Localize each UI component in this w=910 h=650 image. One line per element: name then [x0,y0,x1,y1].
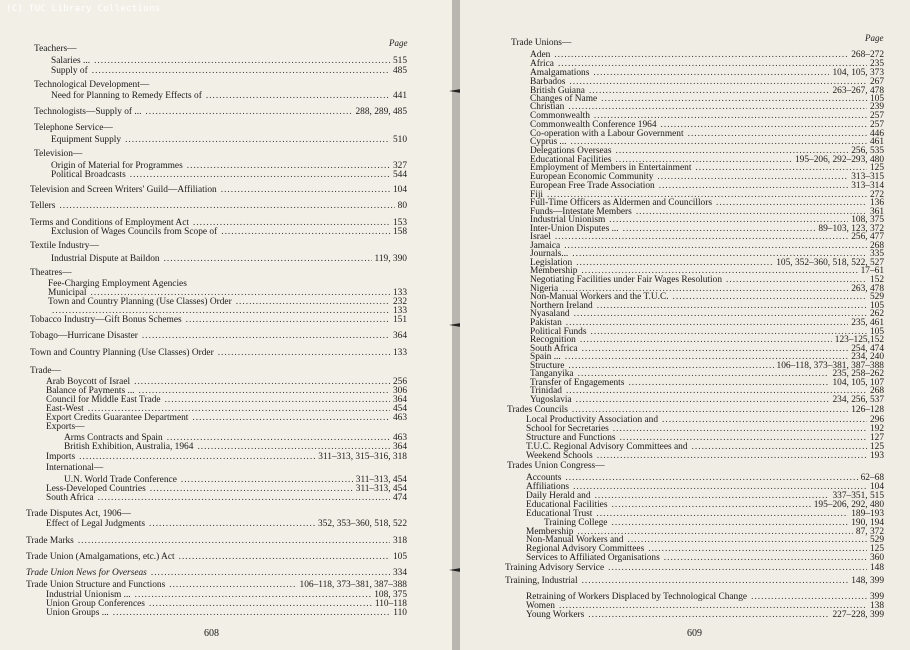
index-entry [30,268,407,278]
index-entry-heading: Trades Union Congress— [507,461,605,471]
index-entry-pages: 529 [869,292,884,302]
index-entry-pages: 272 [869,190,884,200]
index-entry-heading: Nigeria [530,284,559,294]
index-entry-pages: 125 [869,163,884,173]
index-entry-pages: 110–118 [374,599,407,609]
index-entry [530,395,884,405]
index-entry-pages: 133 [392,348,407,358]
index-entry-heading: Christian [530,102,565,112]
index-entry-pages: 311–313, 454 [355,475,407,485]
index-entry-heading: Non-Manual Workers and [526,535,624,545]
index-entry-heading: East-West [46,404,84,414]
index-entry-heading: Political Funds [530,327,587,337]
index-entry-heading: Union Groups ... [46,608,109,618]
index-entry-heading: Membership [530,266,578,276]
dot-leader [94,56,390,66]
index-entry-heading: Transfer of Engagements [530,378,625,388]
index-entry-heading: Trade Union News for Overseas [26,568,147,578]
index-entry-pages: 360 [869,553,884,563]
index-entry-heading: Tellers [30,201,56,211]
index-entry-pages: 463 [392,433,407,443]
index-entry-heading: Television— [34,149,83,159]
index-entry-pages: 235, 258–262 [832,369,884,379]
index-entry [30,201,407,211]
index-entry-heading: Local Productivity Association and [526,415,659,425]
index-entry-heading: Effect of Legal Judgments [46,519,146,529]
index-entry-pages: 105 [869,327,884,337]
index-entry-heading: Trade Union (Amalgamations, etc.) Act [26,552,175,562]
index-entry [30,348,407,358]
page-column-header: Page [865,33,884,43]
index-entry [511,38,884,48]
index-entry-heading: Fee-Charging Employment Agencies [48,279,187,289]
index-entry-heading: Imports [46,452,76,462]
index-entry-heading: Trade— [30,366,61,376]
index-entry-pages: 104, 105, 107 [832,378,884,388]
index-entry-heading: Commonwealth [530,111,590,121]
index-entry [26,568,407,578]
dot-leader [588,610,829,620]
index-entry-pages: 256, 535 [851,146,884,156]
index-entry [34,80,407,90]
index-entry [526,610,884,620]
index-entry-heading: International— [46,463,104,473]
dot-leader [113,608,391,618]
index-entry-heading: Trade Marks [26,536,74,546]
index-entry-heading: Tanganyika [530,369,574,379]
index-entry [26,580,407,590]
index-entry [51,91,407,101]
index-entry-pages: 80 [397,201,407,211]
index-entry-heading: Spain ... [530,352,561,362]
index-entry-pages: 110 [393,608,407,618]
dot-leader [206,91,390,101]
index-entry-heading: Need for Planning to Remedy Effects of [51,91,202,101]
index-entry-heading: South Africa [530,344,578,354]
index-entry-pages: 257 [869,120,884,130]
index-entry-pages: 485 [392,66,407,76]
index-entry-pages: 263–267, 478 [832,86,884,96]
index-entry-heading: Terms and Conditions of Employment Act [30,218,189,228]
dot-leader [572,405,848,415]
dot-leader [142,331,390,341]
dot-leader [145,107,352,117]
index-entry-heading: Membership [526,527,574,537]
index-entry-heading: Council for Middle East Trade [46,395,161,405]
index-entry-pages: 311–313, 454 [355,484,407,494]
index-entry-pages: 256, 477 [851,232,884,242]
index-entry-pages: 364 [392,442,407,452]
index-entry-pages: 127 [869,433,884,443]
dot-leader [664,553,867,563]
dot-leader [125,135,390,145]
index-entry-pages: 335 [869,249,884,259]
dot-leader [98,493,390,503]
index-entry-heading: Training College [544,518,608,528]
index-entry-heading: Exports— [46,422,85,432]
index-entry-pages: 463 [392,413,407,423]
index-entry-pages: 17–61 [860,266,884,276]
index-entry-pages: 337–351, 515 [832,491,884,501]
index-entry-heading: Full-Time Officers as Aldermen and Councillors [530,198,713,208]
index-entry [46,452,407,462]
index-entry-heading: Town and Country Planning (Use Classes) Order [48,297,232,307]
index-entry-pages: 108, 375 [374,590,407,600]
index-entry-heading: Arms Contracts and Spain [64,433,163,443]
index-entry-heading: British Guiana [530,86,585,96]
copyright-watermark: (C) TUC Library Collections [6,4,161,14]
index-entry-heading: Arab Boycott of Israel [46,377,131,387]
dot-leader [576,395,830,405]
index-entry-pages: 104, 105, 373 [832,68,884,78]
index-entry [46,463,407,473]
dot-leader [79,452,315,462]
index-entry-heading: Technologists—Supply of ... [34,107,142,117]
page-number: 608 [204,628,219,639]
index-entry [46,493,407,503]
index-entry-heading: Changes of Name [530,94,598,104]
index-entry-heading: Delegations Overseas [530,146,612,156]
dot-leader [582,576,849,586]
dot-leader [130,170,390,180]
index-entry-heading: Training, Industrial [505,576,578,586]
index-entry-heading: Trade Union Structure and Functions [26,580,166,590]
dot-leader [59,201,394,211]
index-entry-pages: 268 [869,241,884,251]
index-entry-pages: 267 [869,77,884,87]
index-entry-heading: Commonwealth Conference 1964 [530,120,657,130]
page-number: 609 [687,628,702,639]
index-entry-pages: 262 [869,309,884,319]
index-entry-heading: Young Workers [526,610,585,620]
index-entry-pages: 313–314 [851,181,884,191]
index-entry-pages: 318 [392,536,407,546]
index-entry-heading: Structure [530,361,565,371]
dot-leader [597,451,867,461]
index-entry-heading: Employment of Members in Entertainment [530,163,692,173]
index-entry-pages: 474 [392,493,407,503]
index-entry-pages: 510 [392,135,407,145]
dot-leader [186,315,390,325]
index-entry-heading: Union Group Conferences [46,599,145,609]
index-entry-pages: 158 [392,227,407,237]
index-entry-heading: Daily Herald and [526,491,591,501]
index-entry-pages: 515 [392,56,407,66]
index-entry-pages: 268–272 [851,50,884,60]
dot-leader [151,568,390,578]
dot-leader [92,66,390,76]
index-entry-heading: Nyasaland [530,309,570,319]
index-entry-pages: 235 [869,59,884,69]
index-entry-pages: 104 [392,185,407,195]
index-entry-pages: 119, 390 [374,254,407,264]
index-entry-pages: 105 [869,94,884,104]
dot-leader [221,227,390,237]
index-entry-heading: Retraining of Workers Displaced by Technological Change [526,592,748,602]
index-entry-pages: 263, 478 [851,284,884,294]
index-entry-pages: 254, 474 [851,344,884,354]
index-entry-pages: 234, 256, 537 [832,395,884,405]
index-entry [507,461,884,471]
index-entry-heading: Africa [530,59,554,69]
index-entry-heading: School for Secretaries [526,424,609,434]
index-entry-heading: Inter-Union Disputes ... [530,224,619,234]
index-entry-heading: Journals... [530,249,569,259]
index-entry-pages: 446 [869,129,884,139]
index-entry-pages: 361 [869,207,884,217]
index-entry-heading: Co-operation with a Labour Government [530,129,684,139]
index-entry [26,536,407,546]
index-entry [64,442,407,452]
index-entry-heading: Municipal [48,288,87,298]
index-entry-heading: Women [526,601,555,611]
index-entry-pages: 106–118, 373–381, 387–388 [776,361,884,371]
index-entry-heading: Funds—Intestate Members [530,207,632,217]
index-entry [505,576,884,586]
index-entry-heading: Jamaica [530,241,561,251]
index-entry [34,123,407,133]
index-entry-heading: Recognition [530,335,576,345]
index-entry [30,366,407,376]
index-entry-heading: Affiliations [526,482,570,492]
index-entry-heading: Yugoslavia [530,395,572,405]
index-entry-pages: 239 [869,102,884,112]
index-entry-heading: Supply of [51,66,88,76]
index-entry-pages: 108, 375 [851,215,884,225]
index-entry-heading: Negotiating Facilities under Fair Wages Resolution [530,275,723,285]
index-entry-pages: 192 [869,424,884,434]
index-entry-pages: 268 [869,386,884,396]
index-entry [51,66,407,76]
index-entry-pages: 311–313, 315–316, 318 [318,452,407,462]
index-entry-pages: 461 [869,137,884,147]
index-entry [34,44,407,54]
dot-leader [221,185,390,195]
index-entry-heading: Television and Screen Writers' Guild—Affiliation [30,185,217,195]
index-entry-pages: 313–315 [851,172,884,182]
index-entry-heading: Theatres— [30,268,72,278]
index-entry-pages: 296 [869,415,884,425]
right-page [460,0,910,650]
index-entry-pages: 106–118, 373–381, 387–388 [299,580,407,590]
index-entry-heading: Export Credits Guarantee Department [46,413,189,423]
index-entry-pages: 153 [392,218,407,228]
index-entry-pages: 227–228, 399 [832,610,884,620]
index-entry [51,56,407,66]
index-entry-pages: 544 [392,170,407,180]
dot-leader [218,348,390,358]
index-entry-pages: 334 [392,568,407,578]
index-entry [51,227,407,237]
index-entry [30,241,407,251]
index-entry [30,331,407,341]
index-entry-heading: T.U.C. Regional Advisory Committees and [526,442,688,452]
index-entry-heading: Tobago—Hurricane Disaster [30,331,138,341]
index-entry-heading: Industrial Dispute at Baildon [51,254,160,264]
index-entry-heading: Textile Industry— [30,241,99,251]
index-entry-heading: Pakistan [530,318,562,328]
index-entry-heading: South Africa [46,493,94,503]
left-page [0,0,452,650]
index-entry-heading: Tobacco Industry—Gift Bonus Schemes [30,315,182,325]
index-entry-pages: 62–68 [860,473,884,483]
index-entry-heading: Aden [530,50,551,60]
index-entry-heading: U.N. World Trade Conference [64,475,177,485]
index-entry [30,315,407,325]
index-entry [526,451,884,461]
index-entry-heading: Equipment Supply [51,135,122,145]
index-entry-heading: Non-Manual Workers and the T.U.C. [530,292,669,302]
index-entry [26,552,407,562]
index-entry-pages: 105 [392,552,407,562]
index-entry [46,519,407,529]
index-entry-heading: European Economic Community [530,172,654,182]
index-entry-pages: 306 [392,386,407,396]
index-entry-heading: Less-Developed Countries [46,484,146,494]
index-entry-heading: Northern Ireland [530,301,593,311]
index-entry-pages: 288, 289, 485 [355,107,407,117]
index-entry-heading: Trinidad [530,386,562,396]
index-entry-heading: Exclusion of Wages Councils from Scope of [51,227,218,237]
dot-leader [179,552,390,562]
index-entry-pages: 232 [392,297,407,307]
index-entry [526,553,884,563]
index-entry [46,608,407,618]
index-entry-heading: Educational Facilities [526,500,608,510]
index-entry-heading: Educational Trust [526,509,593,519]
index-entry-heading: Structure and Functions [526,433,616,443]
index-entry-pages: 133 [392,288,407,298]
index-entry-pages: 441 [392,91,407,101]
index-entry-heading: Services to Affiliated Organisations [526,553,660,563]
index-entry-pages: 352, 353–360, 518, 522 [317,519,407,529]
index-entry-pages: 105 [869,301,884,311]
index-entry-pages: 136 [869,198,884,208]
index-entry-pages: 235, 461 [851,318,884,328]
index-entry-heading: Salaries ... [51,56,91,66]
index-entry-pages: 148 [869,563,884,573]
index-entry-heading: Balance of Payments ... [46,386,135,396]
index-entry-heading: Teachers— [34,44,77,54]
index-entry-heading: Telephone Service— [34,123,113,133]
index-entry-heading: Industrial Unionism [530,215,606,225]
index-entry-pages: 529 [869,535,884,545]
index-entry-pages: 151 [392,315,407,325]
index-entry-pages: 152 [869,275,884,285]
index-entry-heading: Trade Disputes Act, 1906— [26,509,131,519]
index-entry-pages: 193 [869,451,884,461]
index-entry [34,149,407,159]
index-entry-pages: 189–193 [851,509,884,519]
index-entry-pages: 399 [869,592,884,602]
dot-leader [169,580,296,590]
index-entry-heading: Trade Unions— [511,38,572,48]
index-entry-pages: 138 [869,601,884,611]
index-entry-pages: 148, 399 [851,576,884,586]
dot-leader [164,254,372,264]
index-entry-pages: 234, 240 [851,352,884,362]
index-entry-pages: 125 [869,544,884,554]
index-entry-heading: Industrial Unionism ... [46,590,131,600]
index-entry-heading: European Free Trade Association [530,181,655,191]
dot-leader [78,536,390,546]
index-entry-heading: Israel [530,232,551,242]
index-entry-pages: 190, 194 [851,518,884,528]
index-entry-heading: Educational Facilities [530,155,612,165]
index-entry-heading: Fiji [530,190,544,200]
index-entry-pages: 454 [392,404,407,414]
page-column-header: Page [389,38,408,48]
index-entry-pages: 327 [392,161,407,171]
index-entry-heading: Regional Advisory Committees [526,544,645,554]
index-entry-pages: 364 [392,395,407,405]
index-entry-heading: Training Advisory Service [505,563,605,573]
dot-leader [608,563,867,573]
index-entry-pages: 257 [869,111,884,121]
index-entry-heading: Trades Councils [507,405,568,415]
index-entry [51,135,407,145]
index-entry-heading: Cyprus ... [530,137,567,147]
index-entry [507,405,884,415]
index-entry-pages: 125 [869,442,884,452]
index-entry [46,422,407,432]
dot-leader [197,442,390,452]
index-entry-heading: Legislation [530,258,573,268]
index-entry-pages: 195–206, 292–293, 480 [794,155,884,165]
index-entry-heading: Town and Country Planning (Use Classes) Order [30,348,214,358]
dot-leader [149,519,315,529]
index-entry-pages: 364 [392,331,407,341]
index-entry-pages: 123–125,152 [834,335,884,345]
index-entry-pages: 133 [392,306,407,316]
index-entry-heading: Technological Development— [34,80,150,90]
index-entry-heading: Barbados [530,77,566,87]
index-entry [34,107,407,117]
index-entry [51,254,407,264]
index-entry-pages: 256 [392,377,407,387]
index-entry-pages: 104 [869,482,884,492]
index-entry-heading: Accounts [526,473,562,483]
index-entry [26,509,407,519]
index-entry-heading: Political Broadcasts [51,170,126,180]
index-entry-heading: Amalgamations [530,68,590,78]
index-entry-pages: 195–206, 292, 480 [813,500,884,510]
index-entry-pages: 126–128 [851,405,884,415]
index-entry-heading: British Exhibition, Australia, 1964 [64,442,194,452]
index-entry-heading: Origin of Material for Programmes [51,161,183,171]
index-entry-heading: Weekend Schools [526,451,593,461]
index-entry [51,170,407,180]
index-entry-pages: 87, 372 [855,527,884,537]
index-entry-pages: 89–103, 123, 372 [818,224,884,234]
index-entry [505,563,884,573]
index-entry-pages: 105, 352–360, 518, 522, 527 [776,258,884,268]
index-entry [30,185,407,195]
